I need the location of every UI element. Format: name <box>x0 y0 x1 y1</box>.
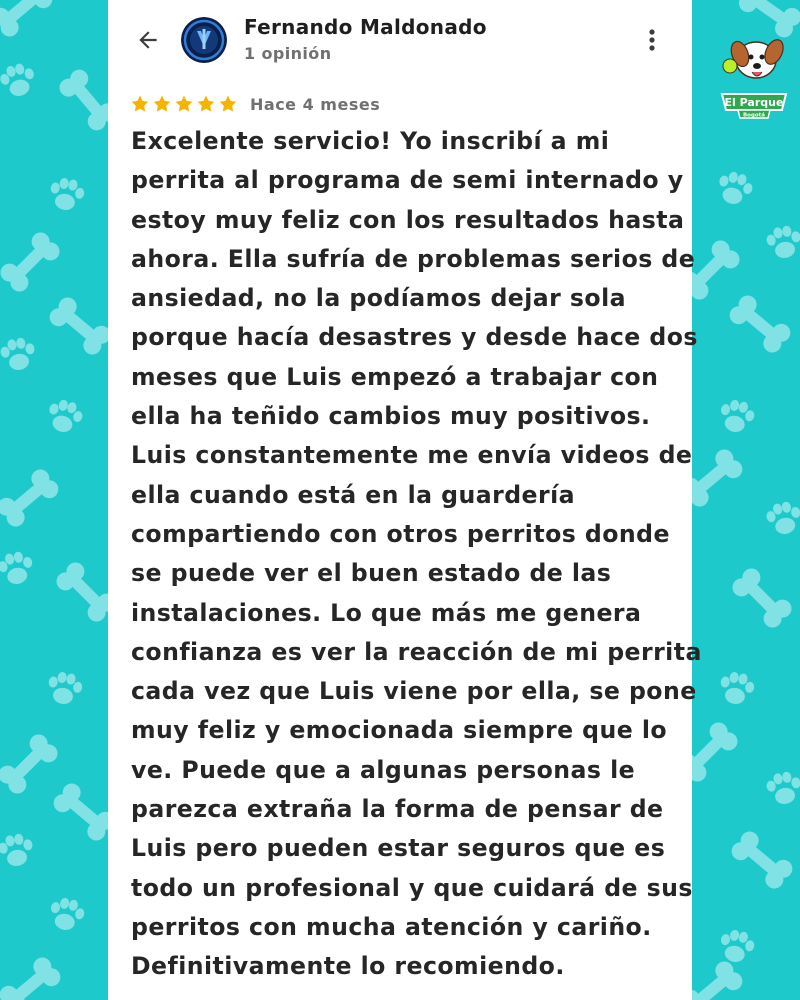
review-text-line: Luis pero pueden estar seguros que es <box>131 834 666 863</box>
more-options-button[interactable] <box>640 24 664 56</box>
reviewer-name[interactable]: Fernando Maldonado <box>244 15 487 39</box>
star-icon <box>196 94 216 114</box>
back-button[interactable] <box>128 22 168 58</box>
review-text-line: Excelente servicio! Yo inscribí a mi <box>131 127 610 155</box>
review-text-line: Luis constantemente me envía videos de <box>131 441 693 470</box>
more-vert-icon <box>648 28 656 52</box>
review-text-line: perritos con mucha atención y cariño. <box>131 912 652 941</box>
brand-name: El Parque <box>724 96 784 109</box>
review-text-line: ve. Puede que a algunas personas le <box>131 755 636 784</box>
review-text-line: todo un profesional y que cuidará de sus <box>131 873 693 902</box>
reviewer-avatar[interactable] <box>181 17 227 63</box>
arrow-back-icon <box>135 27 161 53</box>
review-text-line: confianza es ver la reacción de mi perrita <box>131 637 702 666</box>
brand-logo <box>718 30 790 130</box>
review-card <box>108 0 702 1000</box>
review-text-line: parezca extraña la forma de pensar de <box>131 795 664 824</box>
star-rating <box>130 94 238 114</box>
star-icon <box>130 94 150 114</box>
review-text-line: instalaciones. Lo que más me genera <box>131 598 642 627</box>
review-text-line: meses que Luis empezó a trabajar con <box>131 362 659 391</box>
user-avatar-icon <box>181 17 227 63</box>
review-date: Hace 4 meses <box>250 94 381 114</box>
review-header <box>108 0 692 84</box>
rating-row <box>130 92 380 116</box>
star-icon <box>152 94 172 114</box>
review-text-line: perrita al programa de semi internado y <box>131 166 684 195</box>
review-text-line: compartiendo con otros perritos donde <box>131 519 670 548</box>
star-icon <box>174 94 194 114</box>
review-text-line: muy feliz y emocionada siempre que lo <box>131 716 668 745</box>
reviewer-review-count: 1 opinión <box>244 44 332 63</box>
review-text <box>131 122 702 987</box>
review-text-line: ansiedad, no la podíamos dejar sola <box>131 284 626 313</box>
review-text-line: Definitivamente lo recomiendo. <box>131 952 565 981</box>
review-text-line: estoy muy feliz con los resultados hasta <box>131 205 685 234</box>
brand-city: Bogotá <box>742 112 766 119</box>
star-icon <box>218 94 238 114</box>
review-text-line: ella cuando está en la guardería <box>131 480 575 509</box>
review-text-line: porque hacía desastres y desde hace dos <box>131 323 698 352</box>
review-text-line: se puede ver el buen estado de las <box>131 559 612 588</box>
review-text-line: cada vez que Luis viene por ella, se pone <box>131 677 697 706</box>
review-text-line: ahora. Ella sufría de problemas serios de <box>131 244 696 273</box>
review-text-line: ella ha teñido cambios muy positivos. <box>131 402 651 431</box>
